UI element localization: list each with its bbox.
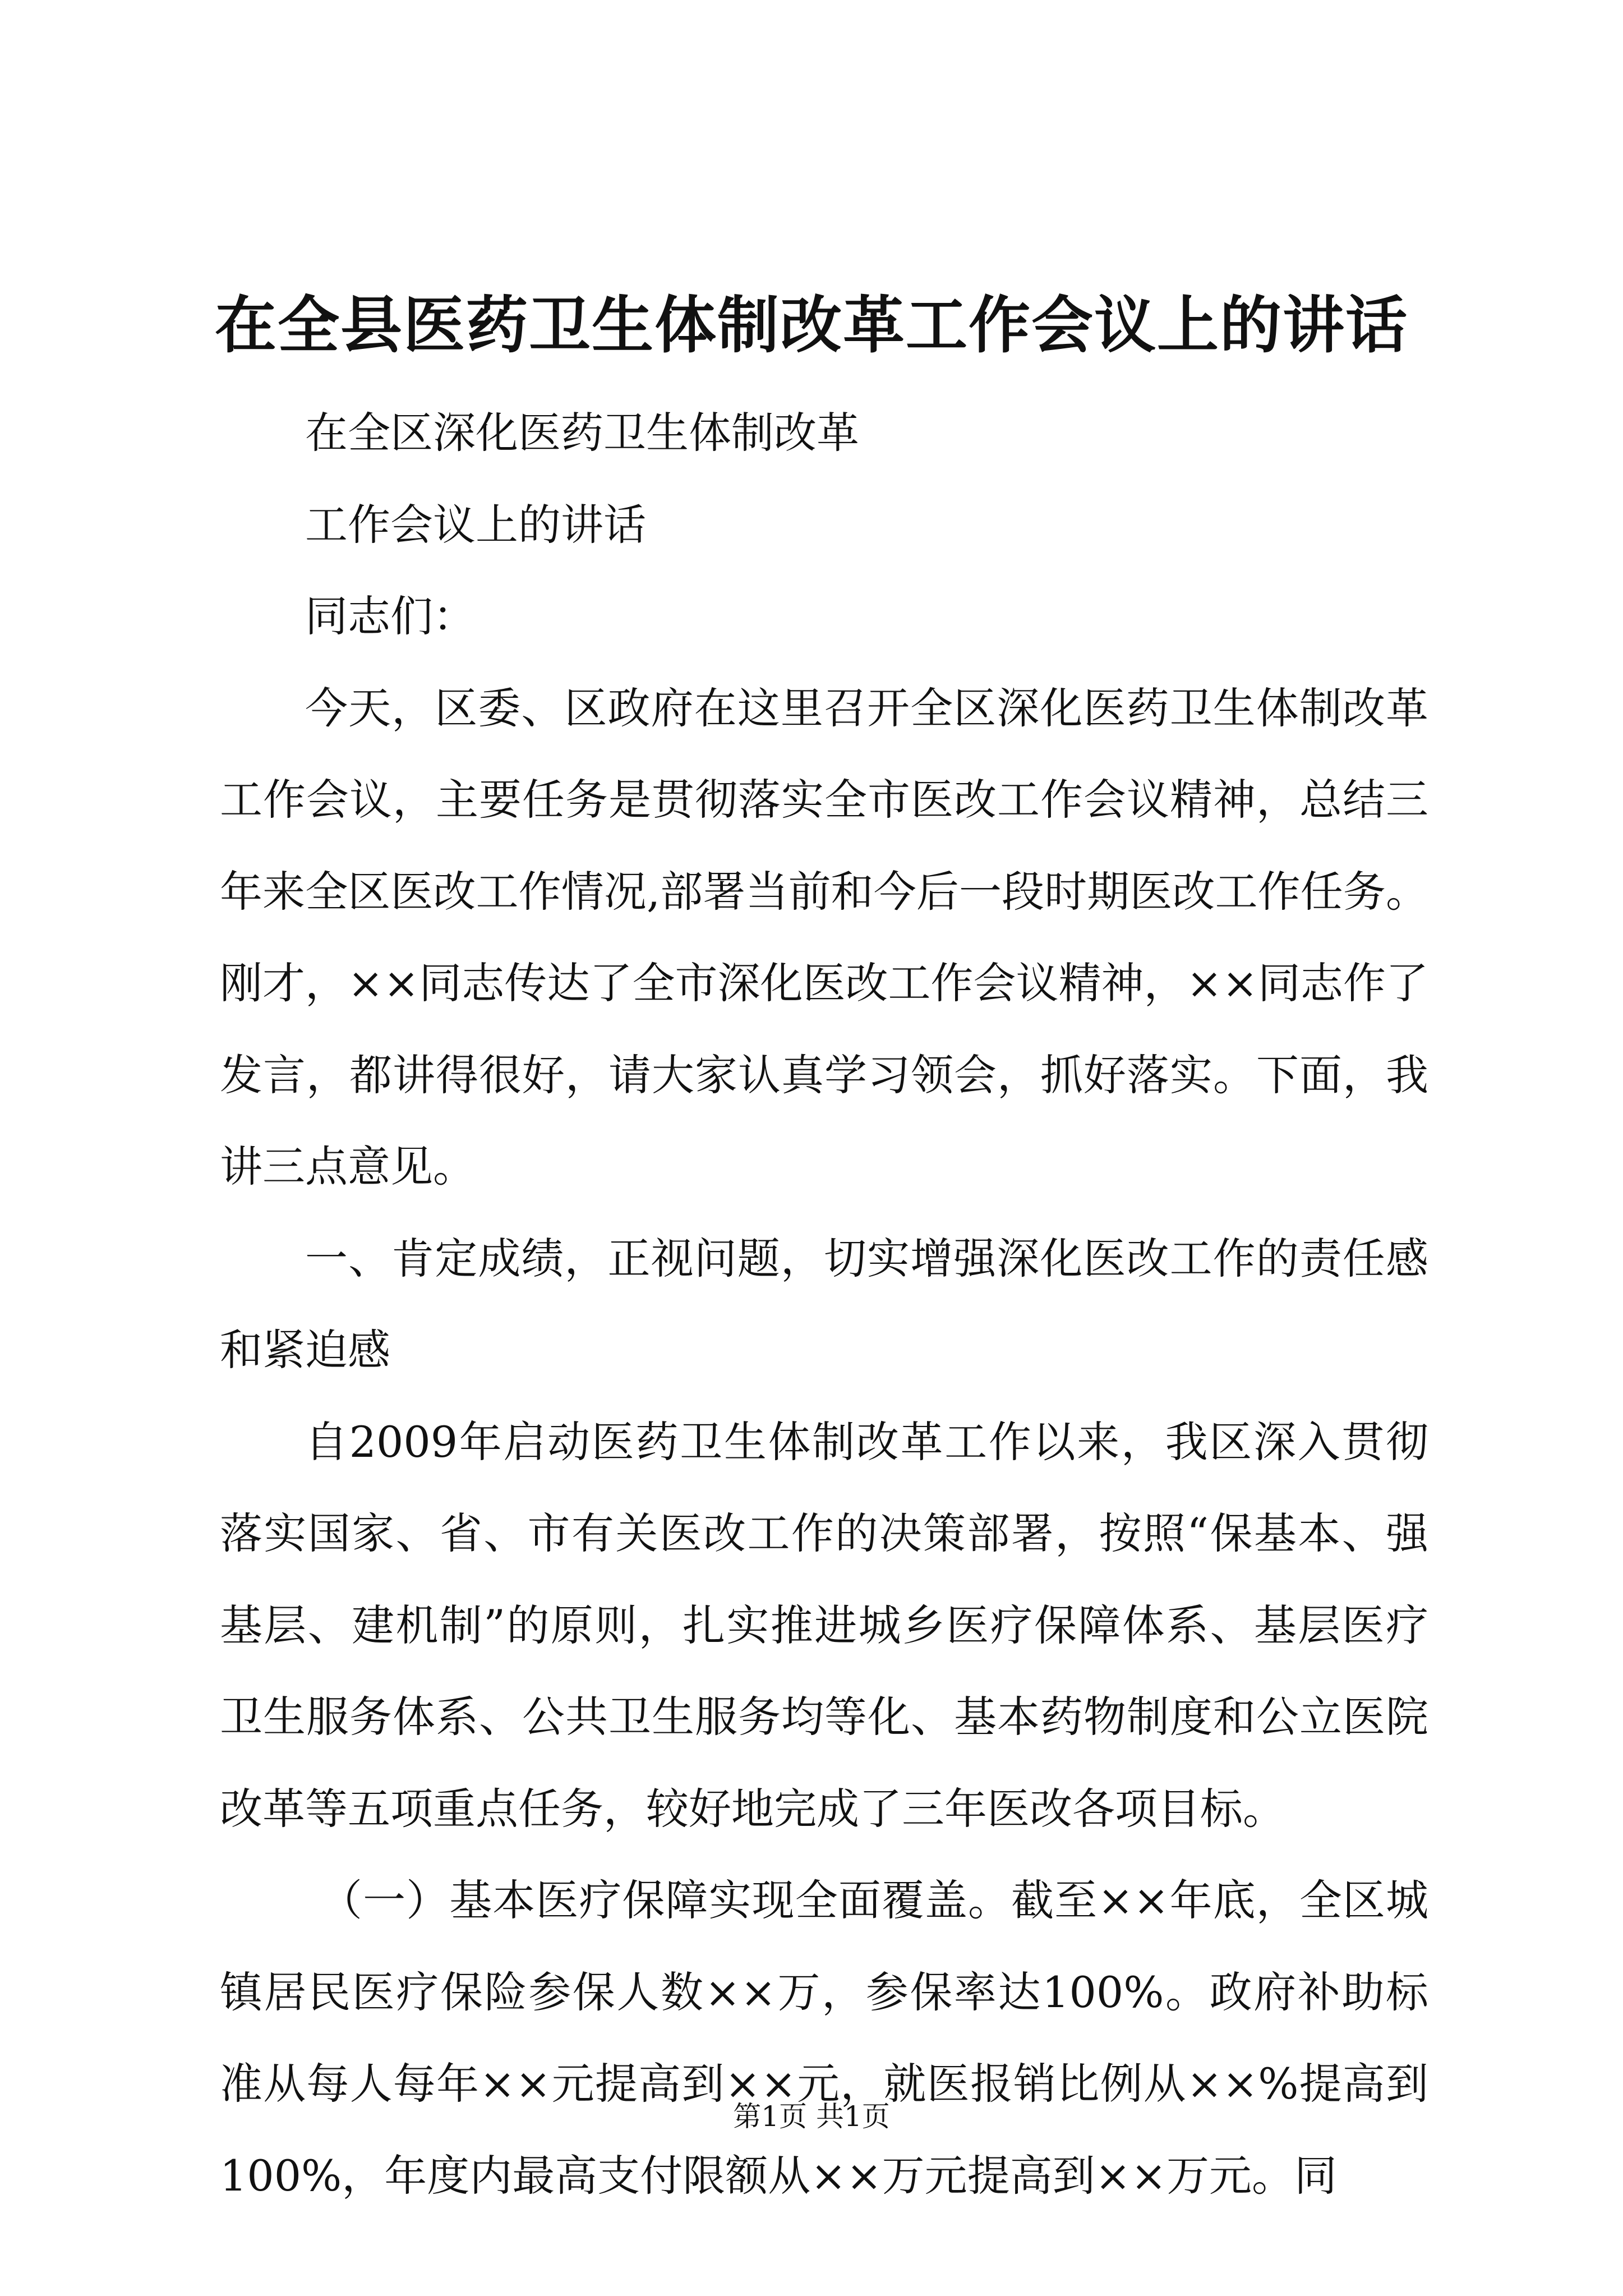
paragraph-achievements: 自2009年启动医药卫生体制改革工作以来，我区深入贯彻落实国家、省、市有关医改工作的决策部署，按照“保基本、强基层、建机制”的原则，扎实推进城乡医疗保障体系、基层医疗卫生服务体系、公共卫生服务均等化、基本药物制度和公立医院改革等五项重点任务，较好地完成了三年医改各项目标。 xyxy=(220,1416,1428,1834)
subtitle-line-2: 工作会议上的讲话 xyxy=(305,499,646,550)
document-body xyxy=(220,387,1428,2221)
section-heading-1: 一、肯定成绩，正视问题，切实增强深化医改工作的责任感和紧迫感 xyxy=(220,1233,1428,1375)
page-footer: 第1页 共1页 xyxy=(733,2100,890,2133)
paragraph-medical-insurance: （一）基本医疗保障实现全面覆盖。截至××年底，全区城镇居民医疗保险参保人数××万，参保率达100%。政府补助标准从每人每年××元提高到××元，就医报销比例从××%提高到100%，年度内最高支付限额从××万元提高到××万元。同 xyxy=(220,1875,1428,2201)
salutation: 同志们： xyxy=(305,591,476,641)
document-title: 在全县医药卫生体制改革工作会议上的讲话 xyxy=(215,289,1408,361)
subtitle-line-1: 在全区深化医药卫生体制改革 xyxy=(305,408,859,458)
paragraph-intro: 今天，区委、区政府在这里召开全区深化医药卫生体制改革工作会议，主要任务是贯彻落实全市医改工作会议精神，总结三年来全区医改工作情况,部署当前和今后一段时期医改工作任务。刚才，××同志传达了全市深化医改工作会议精神，××同志作了发言，都讲得很好，请大家认真学习领会，抓好落实。下面，我讲三点意见。 xyxy=(220,683,1428,1191)
